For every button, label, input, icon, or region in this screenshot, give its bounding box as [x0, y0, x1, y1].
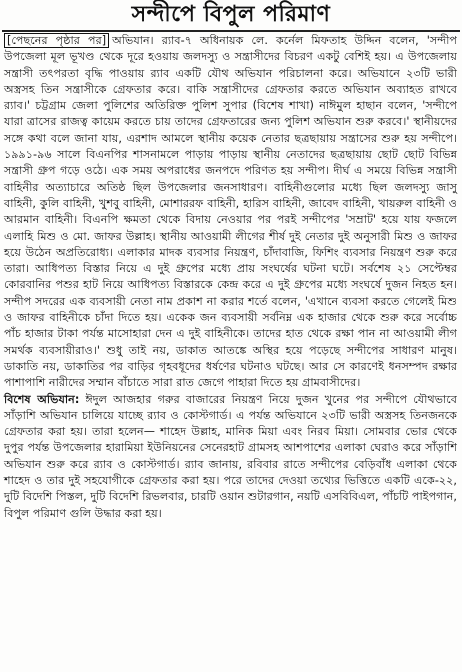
paragraph-2-text: ঈদুল আজহার গরুর বাজারের নিয়ন্ত্রণ নিয়ে দুজন খুনের পর সন্দীপে যৌথভাবে সাঁড়াশি অভিযান চালিয়ে যাচ্ছে র‍্যাব ও কোস্টগার্ড। এ পর্যন্ত অভিযানে ২৩টি ভারী অস্ত্রসহ তিনজনকে গ্রেফতার করা হয়। তারা হলেন— শাহেদ উল্লাহ, মানিক মিয়া এবং নিরব মিয়া। সোমবার ভোর থেকে দুপুর পর্যন্ত উপজেলার হারামিয়া ইউনিয়নের সেনেরহাট গ্রামসহ আশপাশের এলাকা ঘেরাও করে সাঁড়াশি অভিযান শুরু করে র‍্যাব ও কোস্টগার্ড। র‍্যাব জানায়, রবিবার রাতে সন্দীপের বেড়িবাঁধ এলাকা থেকে শাহেদ ও তার দুই সহযোগীকে গ্রেফতার করা হয়। পরে তাদের দেওয়া তথ্যের ভিত্তিতে একটি একে-২২, দুটি বিদেশি পিস্তল, দুটি বিদেশি রিভলবার, চারটি ওয়ান শুটারগান, নয়টি এসবিবিএল, পাঁচটি পাইপগান, বিপুল পরিমাণ গুলি উদ্ধার করা হয়।: [4, 392, 458, 520]
article-paragraph-1: [4, 33, 457, 392]
article-body: [0, 32, 462, 522]
continuation-tag: [পেছনের পৃষ্ঠার পর]: [4, 33, 109, 48]
section-subheading: বিশেষ অভিযান:: [4, 392, 80, 406]
paragraph-1-text: অভিযান। র‍্যাব-৭ অধিনায়ক লে. কর্নেল মিফতাহ উদ্দিন বলেন, 'সন্দীপ উপজেলা মূল ভূখণ্ড থেকে দূরে হওয়ায় জলদস্যু ও সন্ত্রাসীদের বিচরণ একটু বেশিই হয়। এ উপজেলায় সন্ত্রাসী তৎপরতা বৃদ্ধি পাওয়ায় র‍্যাব একটি যৌথ অভিযান পরিচালনা করে। অভিযানে ২৩টি ভারী অস্ত্রসহ তিন সন্ত্রাসীকে গ্রেফতার করে। বাকি সন্ত্রাসীদের গ্রেফতার করতে অভিযান অব্যাহত রাখবে র‍্যাব।' চট্টগ্রাম জেলা পুলিশের অতিরিক্ত পুলিশ সুপার (বিশেষ শাখা) নাঈমুল হাছান বলেন, 'সন্দীপে যারা ত্রাসের রাজত্ব কায়েম করতে চায় তাদের গ্রেফতারের জন্য পুলিশ অভিযান শুরু করবে।' স্থানীয়দের সঙ্গে কথা বলে জানা যায়, এরশাদ আমলে স্থানীয় কয়েক নেতার ছত্রছায়ায় সন্ত্রাসের শুরু হয় সন্দীপে। ১৯৯১-৯৬ সালে বিএনপির শাসনামলে পাড়ায় পাড়ায় স্থানীয় নেতাদের ছত্রছায়ায় ছোট ছোট বিভিন্ন সন্ত্রাসী গ্রুপ গড়ে ওঠে। এক সময় অপরাধের জনপদে পরিণত হয় সন্দীপ। দীর্ঘ এ সময়ে বিভিন্ন সন্ত্রাসী বাহিনীর অত্যাচারে অতিষ্ঠ ছিল উপজেলার জনসাধারণ। বাহিনীগুলোর মধ্যে ছিল জলদস্যু জাসু বাহিনী, কুলি বাহিনী, খুশবু বাহিনী, মোশাররফ বাহিনী, হারিস বাহিনী, জাবেদ বাহিনী, খায়রুল বাহিনী ও আরমান বাহিনী। বিএনপি ক্ষমতা থেকে বিদায় নেওয়ার পর পরই সন্দীপের 'সম্রাট' হয়ে যায় ফজলে এলাহি মিশু ও মো. জাফর উল্লাহ। স্থানীয় আওয়ামী লীগের শীর্ষ দুই নেতার দুই অনুসারী মিশু ও জাফর হয়ে উঠেন অপ্রতিরোধ্য। এলাকার মাদক ব্যবসার নিয়ন্ত্রণ, চাঁদাবাজি, ফিশিং ব্যবসার নিয়ন্ত্রণ শুরু করে তারা। আধিপত্য বিস্তার নিয়ে এ দুই গ্রুপের মধ্যে প্রায় সংঘর্ষের ঘটনা ঘটে। সর্বশেষ ২১ সেপ্টেম্বর কোরবানির পশুর হাট নিয়ে আধিপত্য বিস্তারকে কেন্দ্র করে এ দুই গ্রুপের মধ্যে সংঘর্ষে দুজন নিহত হন। সন্দীপ সদরের এক ব্যবসায়ী নেতা নাম প্রকাশ না করার শর্তে বলেন, 'এখানে ব্যবসা করতে গেলেই মিশু ও জাফর বাহিনীকে চাঁদা দিতে হয়। একেক জন ব্যবসায়ী সর্বনিম্ন এক হাজার থেকে শুরু করে সর্বোচ্চ পাঁচ হাজার টাকা পর্যন্ত মাসোহারা দেন এ দুই বাহিনীকে। তাদের হাত থেকে রক্ষা পান না আওয়ামী লীগ সমর্থক ব্যবসায়ীরাও।' শুধু তাই নয়, ডাকাত আতঙ্কে অস্থির হয়ে পড়েছে সন্দীপের সাধারণ মানুষ। ডাকাতি নয়, ডাকাতির পর বাড়ির গৃহবধূদের ধর্ষণের ঘটনাও ঘটছে। আর সে কারণেই ধনসম্পদ রক্ষার পাশাপাশি নারীদের সম্মান বাঁচাতে সারা রাত জেগে পাহারা দিতে হয় গ্রামবাসীদের।: [4, 34, 457, 390]
headline: সন্দীপে বিপুল পরিমাণ: [131, 2, 331, 27]
article-paragraph-2: [4, 392, 457, 522]
